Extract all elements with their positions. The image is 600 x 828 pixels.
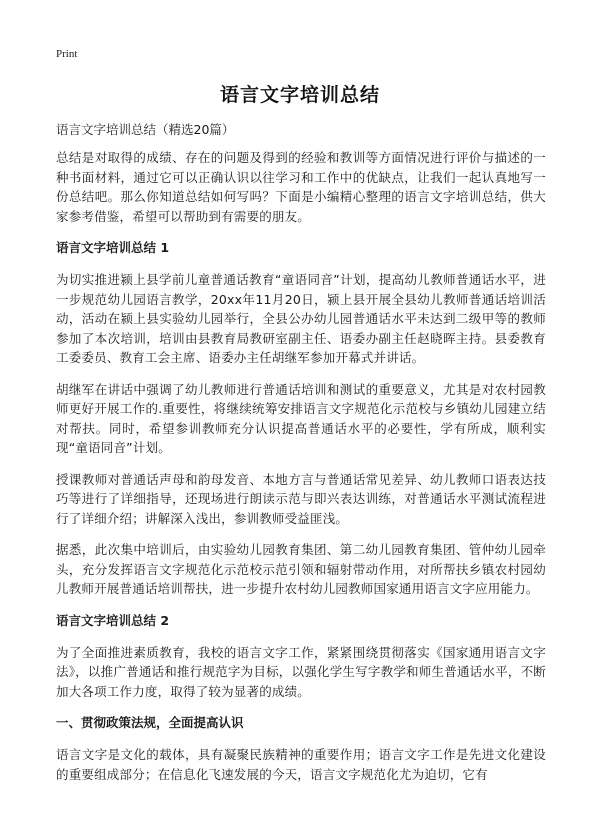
section-1-paragraph-1: 为切实推进颍上县学前儿童普通话教育“童语同音”计划，提高幼儿教师普通话水平，进一步规范幼儿园语言教学，20xx年11月20日，颍上县开展全县幼儿教师普通话培训活动，活动在颍上县实验幼儿园举行，全县公办幼儿园普通话水平未达到二级甲等的教师参加了本次培训，培训由县教育局教研室副主任、语委办副主任赵晓晖主持。县委教育工委委员、教育工会主席、语委办主任胡继军参加开幕式并讲话。 — [56, 272, 546, 365]
document-body — [56, 120, 546, 796]
section-2-paragraph-1: 为了全面推进素质教育，我校的语言文字工作，紧紧围绕贯彻落实《国家通用语言文字法》，以推广普通话和推行规范字为目标，以强化学生写字教学和师生普通话水平，不断加大各项工作力度，取得了较为显著的成绩。 — [56, 644, 546, 699]
section-1-paragraph-2: 胡继军在讲话中强调了幼儿教师进行普通话培训和测试的重要意义，尤其是对农村园教师更好开展工作的.重要性，将继续统筹安排语言文字规范化示范校与乡镇幼儿园建立结对帮扶。同时，希望参训教师充分认识提高普通话水平的必要性，学有所成，顺利实现“童语同音”计划。 — [56, 381, 546, 455]
document-subtitle: 语言文字培训总结（精选20篇） — [56, 122, 235, 137]
section-1-heading: 语言文字培训总结 1 — [56, 240, 170, 255]
subsection-paragraph-1: 语言文字是文化的载体，具有凝聚民族精神的重要作用；语言文字工作是先进文化建设的重要组成部分；在信息化飞速发展的今天，语言文字规范化尤为迫切，它有 — [56, 747, 546, 782]
section-1-paragraph-4: 据悉，此次集中培训后，由实验幼儿园教育集团、第二幼儿园教育集团、管仲幼儿园牵头，充分发挥语言文字规范化示范校示范引领和辐射带动作用，对所帮扶乡镇农村园幼儿教师开展普通话培训帮扶，进一步提升农村幼儿园教师国家通用语言文字应用能力。 — [56, 542, 546, 596]
print-link[interactable]: Print — [56, 48, 78, 60]
section-2-heading: 语言文字培训总结 2 — [56, 612, 170, 628]
section-1-paragraph-3: 授课教师对普通话声母和韵母发音、本地方言与普通话常见差异、幼儿教师口语表达技巧等进行了详细指导，还现场进行朗读示范与即兴表达训练，对普通话水平测试流程进行了详细介绍；讲解深入浅出，参训教师受益匪浅。 — [56, 471, 546, 526]
intro-paragraph: 总结是对取得的成绩、存在的问题及得到的经验和教训等方面情况进行评价与描述的一种书面材料，通过它可以正确认识以往学习和工作中的优缺点，让我们一起认真地写一份总结吧。那么你知道总结如何写吗？下面是小编精心整理的语言文字培训总结，供大家参考借鉴，希望可以帮助到有需要的朋友。 — [56, 150, 546, 224]
subsection-heading: 一、贯彻政策法规，全面提高认识 — [56, 715, 244, 730]
page-title: 语言文字培训总结 — [219, 84, 380, 106]
